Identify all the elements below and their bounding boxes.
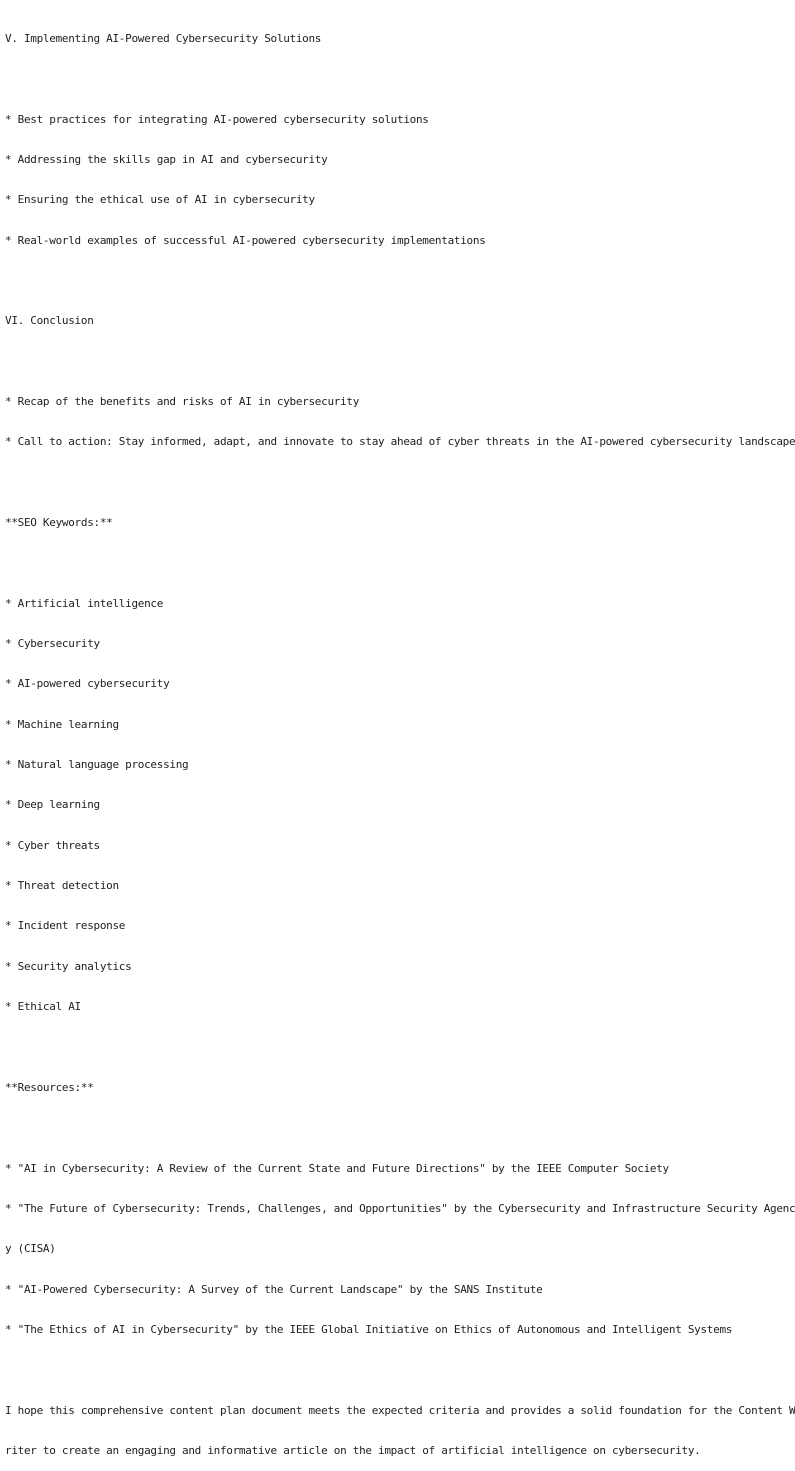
section-heading: **Resources:** bbox=[5, 1080, 94, 1094]
bullet-item: * Ensuring the ethical use of AI in cybersecurity bbox=[5, 193, 315, 207]
keyword-item: * AI-powered cybersecurity bbox=[5, 677, 170, 691]
bullet-item: * Recap of the benefits and risks of AI in cybersecurity bbox=[5, 395, 360, 408]
closing-paragraph: I hope this comprehensive content plan document meets the expected criteria and provides a solid foundation for the Content W bbox=[5, 1403, 795, 1417]
keyword-item: * Natural language processing bbox=[5, 758, 189, 772]
blank-line bbox=[5, 355, 758, 368]
bullet-item: * Addressing the skills gap in AI and cybersecurity bbox=[5, 152, 328, 166]
resource-item: * "AI in Cybersecurity: A Review of the Current State and Future Directions" by the IEEE Computer Society bbox=[5, 1161, 669, 1175]
keyword-item: * Deep learning bbox=[5, 798, 100, 812]
blank-line bbox=[5, 1041, 758, 1054]
closing-paragraph: riter to create an engaging and informative article on the impact of artificial intelligence on cybersecurity. bbox=[5, 1443, 701, 1457]
bullet-item: * Best practices for integrating AI-powered cybersecurity solutions bbox=[5, 112, 429, 126]
resource-item-continuation: y (CISA) bbox=[5, 1242, 56, 1256]
blank-line bbox=[5, 72, 758, 85]
section-heading: VI. Conclusion bbox=[5, 314, 94, 328]
keyword-item: * Cyber threats bbox=[5, 838, 100, 852]
resource-item: * "The Future of Cybersecurity: Trends, Challenges, and Opportunities" by the Cybersecurity and Infrastructure Security Agenc bbox=[5, 1201, 795, 1215]
section-heading: V. Implementing AI-Powered Cybersecurity Solutions bbox=[5, 31, 322, 45]
keyword-item: * Incident response bbox=[5, 919, 126, 933]
blank-line bbox=[5, 274, 758, 287]
blank-line bbox=[5, 1363, 758, 1376]
keyword-item: * Ethical AI bbox=[5, 1000, 81, 1014]
blank-line bbox=[5, 476, 758, 489]
resource-item: * "AI-Powered Cybersecurity: A Survey of the Current Landscape" by the SANS Institute bbox=[5, 1282, 543, 1296]
keyword-item: * Machine learning bbox=[5, 717, 119, 731]
bullet-item: * Real-world examples of successful AI-powered cybersecurity implementations bbox=[5, 233, 486, 247]
bullet-item: * Call to action: Stay informed, adapt, and innovate to stay ahead of cyber threats in the AI-powered cybersecurity landscape bbox=[5, 435, 795, 449]
blank-line bbox=[5, 1121, 758, 1134]
blank-line bbox=[5, 556, 758, 569]
keyword-item: * Artificial intelligence bbox=[5, 596, 164, 610]
keyword-item: * Security analytics bbox=[5, 959, 132, 973]
keyword-item: * Threat detection bbox=[5, 879, 119, 893]
resource-item: * "The Ethics of AI in Cybersecurity" by the IEEE Global Initiative on Ethics of Autonomous and Intelligent Systems bbox=[5, 1322, 733, 1336]
keyword-item: * Cybersecurity bbox=[5, 637, 100, 651]
section-heading: **SEO Keywords:** bbox=[5, 516, 113, 530]
